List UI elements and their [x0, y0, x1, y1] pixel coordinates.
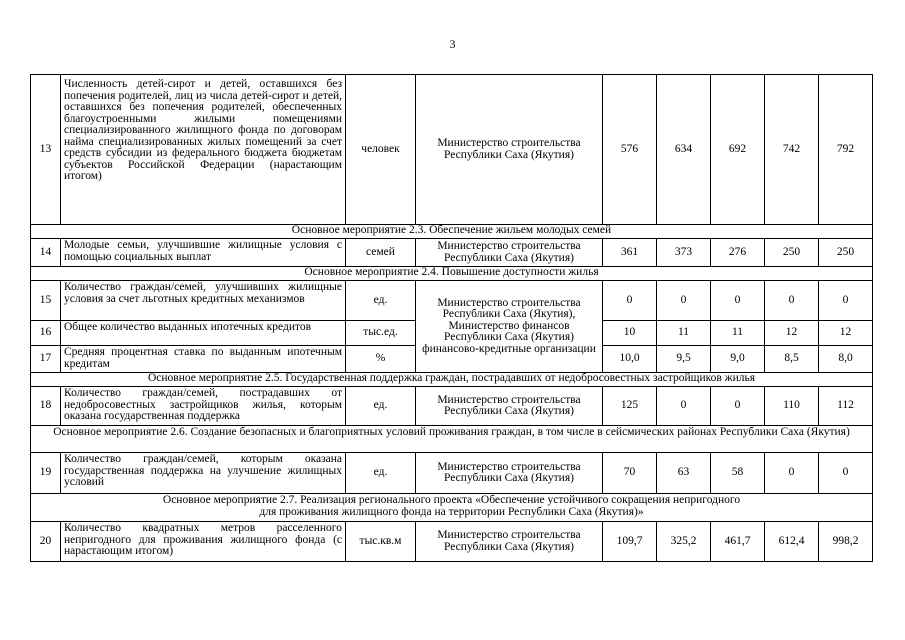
indicator-cell: Количество граждан/семей, улучшивших жилищные условия за счет льготных кредитных механизмов	[61, 281, 346, 321]
table-row	[31, 453, 873, 494]
value-cell: 8,0	[819, 346, 873, 373]
row-number: 17	[31, 346, 61, 373]
row-number: 20	[31, 522, 61, 562]
value-cell: 612,4	[765, 522, 819, 562]
value-cell: 325,2	[657, 522, 711, 562]
unit-cell: %	[346, 346, 416, 373]
value-cell: 112	[819, 387, 873, 426]
value-cell: 110	[765, 387, 819, 426]
value-cell: 9,5	[657, 346, 711, 373]
value-cell: 8,5	[765, 346, 819, 373]
indicator-cell: Количество граждан/семей, которым оказана государственная поддержка на улучшение жилищных условий	[61, 453, 346, 494]
value-cell: 0	[819, 281, 873, 321]
indicators-table	[30, 74, 873, 562]
value-cell: 742	[765, 75, 819, 225]
section-header-line: для проживания жилищного фонда на территории Республики Саха (Якутия)»	[259, 505, 644, 518]
section-header: Основное мероприятие 2.4. Повышение доступности жилья	[31, 267, 873, 281]
row-number: 16	[31, 321, 61, 346]
value-cell: 9,0	[711, 346, 765, 373]
value-cell: 12	[765, 321, 819, 346]
unit-cell: тыс.ед.	[346, 321, 416, 346]
value-cell: 10	[603, 321, 657, 346]
unit-cell: человек	[346, 75, 416, 225]
executor-cell: Министерство строительства Республики Саха (Якутия)	[416, 239, 603, 267]
value-cell: 276	[711, 239, 765, 267]
executor-cell: Министерство строительства Республики Саха (Якутия)	[416, 453, 603, 494]
value-cell: 58	[711, 453, 765, 494]
row-number: 15	[31, 281, 61, 321]
section-header-line: Основное мероприятие 2.7. Реализация регионального проекта «Обеспечение устойчивого сокращения непригодного	[162, 494, 741, 506]
value-cell: 0	[819, 453, 873, 494]
value-cell: 250	[765, 239, 819, 267]
value-cell: 692	[711, 75, 765, 225]
section-header: Основное мероприятие 2.6. Создание безопасных и благоприятных условий проживания граждан, в том числе в сейсмических районах Республики Саха (Якутия)	[31, 426, 873, 453]
value-cell: 461,7	[711, 522, 765, 562]
value-cell: 12	[819, 321, 873, 346]
indicator-cell: Численность детей-сирот и детей, оставшихся без попечения родителей, лиц из числа детей-сирот и детей, оставшихся без попечения родителей, обеспеченных благоустроенными жилыми помещениями специализированного жилищного фонда по договорам найма специализированных жилых помещений за счет средств субсидии из федерального бюджета бюджетам субъектов Российской Федерации (нарастающим итогом)	[61, 75, 346, 225]
value-cell: 0	[765, 281, 819, 321]
unit-cell: ед.	[346, 387, 416, 426]
table-row	[31, 387, 873, 426]
table-row	[31, 522, 873, 562]
value-cell: 11	[711, 321, 765, 346]
row-number: 18	[31, 387, 61, 426]
indicator-cell: Общее количество выданных ипотечных кредитов	[61, 321, 346, 346]
value-cell: 70	[603, 453, 657, 494]
row-number: 13	[31, 75, 61, 225]
value-cell: 792	[819, 75, 873, 225]
table-row	[31, 75, 873, 225]
value-cell: 11	[657, 321, 711, 346]
page-number: 3	[449, 37, 456, 51]
section-header	[31, 494, 873, 522]
indicator-cell: Количество граждан/семей, пострадавших от недобросовестных застройщиков жилья, которым оказана государственная поддержка	[61, 387, 346, 426]
value-cell: 63	[657, 453, 711, 494]
value-cell: 125	[603, 387, 657, 426]
executor-cell: Министерство строительства Республики Саха (Якутия)	[416, 75, 603, 225]
value-cell: 634	[657, 75, 711, 225]
value-cell: 0	[603, 281, 657, 321]
value-cell: 998,2	[819, 522, 873, 562]
value-cell: 10,0	[603, 346, 657, 373]
section-header: Основное мероприятие 2.5. Государственная поддержка граждан, пострадавших от недобросовестных застройщиков жилья	[31, 373, 873, 387]
row-number: 14	[31, 239, 61, 267]
unit-cell: ед.	[346, 453, 416, 494]
value-cell: 109,7	[603, 522, 657, 562]
indicator-cell: Количество квадратных метров расселенного непригодного для проживания жилищного фонда (с нарастающим итогом)	[61, 522, 346, 562]
table-row-group	[31, 281, 873, 373]
value-cell: 361	[603, 239, 657, 267]
unit-cell: ед.	[346, 281, 416, 321]
section-header: Основное мероприятие 2.3. Обеспечение жильем молодых семей	[31, 225, 873, 239]
executor-cell: Министерство строительства Республики Саха (Якутия), Министерство финансов Республики Саха (Якутия) финансово-кредитные организации	[416, 281, 603, 373]
row-number: 19	[31, 453, 61, 494]
value-cell: 250	[819, 239, 873, 267]
value-cell: 0	[657, 281, 711, 321]
indicator-cell: Молодые семьи, улучшившие жилищные условия с помощью социальных выплат	[61, 239, 346, 267]
unit-cell: тыс.кв.м	[346, 522, 416, 562]
value-cell: 373	[657, 239, 711, 267]
executor-cell: Министерство строительства Республики Саха (Якутия)	[416, 522, 603, 562]
table-row	[31, 239, 873, 267]
value-cell: 576	[603, 75, 657, 225]
indicator-cell: Средняя процентная ставка по выданным ипотечным кредитам	[61, 346, 346, 373]
executor-cell: Министерство строительства Республики Саха (Якутия)	[416, 387, 603, 426]
unit-cell: семей	[346, 239, 416, 267]
value-cell: 0	[711, 281, 765, 321]
value-cell: 0	[765, 453, 819, 494]
value-cell: 0	[711, 387, 765, 426]
value-cell: 0	[657, 387, 711, 426]
